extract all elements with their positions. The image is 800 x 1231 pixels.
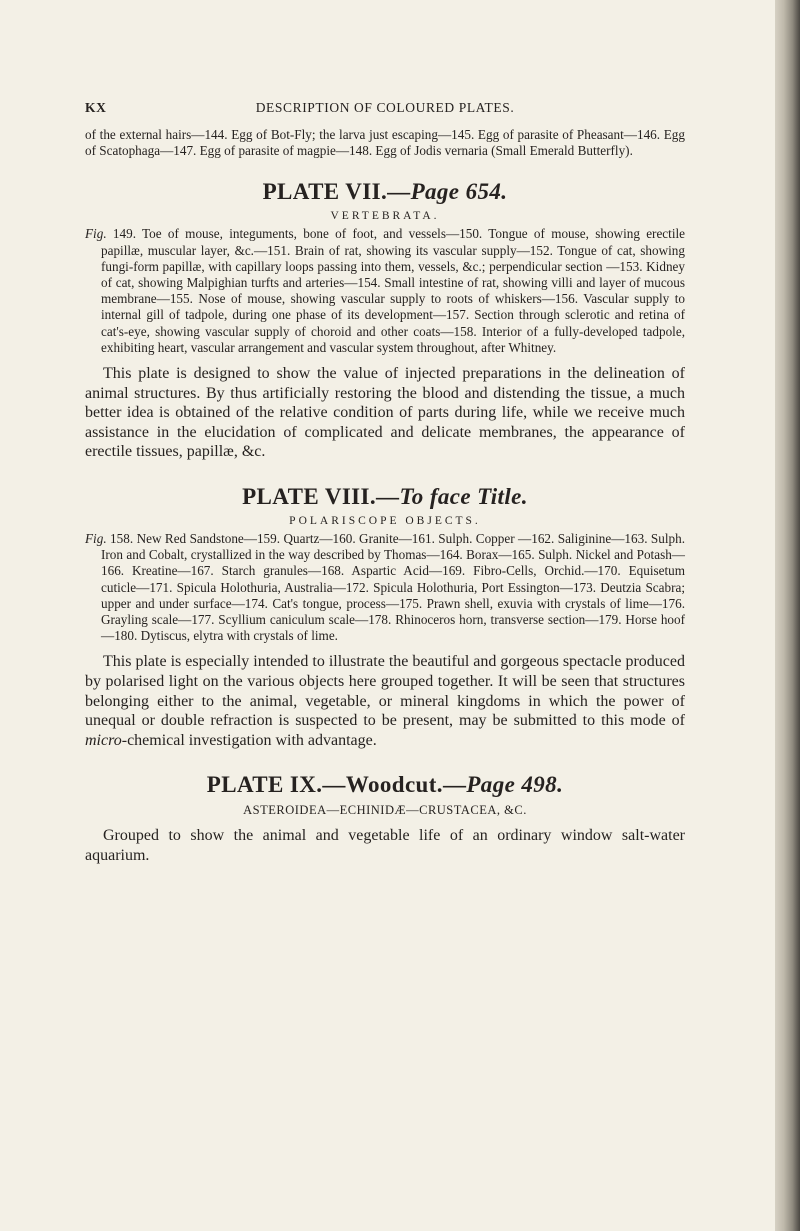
- plate-viii-description-italic: micro: [85, 731, 122, 749]
- page-content: [85, 127, 685, 866]
- running-title: DESCRIPTION OF COLOURED PLATES.: [255, 100, 515, 115]
- plate-viii-title: [85, 484, 685, 510]
- book-fore-edge: [775, 0, 800, 1231]
- plate-ix-subtitle: ASTEROIDEA—ECHINIDÆ—CRUSTACEA, &C.: [243, 803, 527, 818]
- plate-viii-description: [85, 652, 685, 750]
- plate-ix-page-ref: Page 498.: [466, 772, 564, 798]
- plate-viii-page-ref: To face Title.: [399, 484, 528, 509]
- continued-figure-list: of the external hairs—144. Egg of Bot-Fly; the larva just escaping—145. Egg of parasite of Pheasant—146. Egg of Scatophaga—147. Egg of parasite of magpie—148. Egg of Jodis vernaria (Small Emerald Butterfly).: [85, 127, 685, 159]
- plate-viii-figure-list: [85, 531, 685, 644]
- plate-ix-title: [85, 772, 685, 798]
- fig-label: Fig.: [85, 226, 107, 242]
- plate-vii-title-label: PLATE VII.—: [262, 179, 411, 205]
- plate-ix-title-label: PLATE IX.—Woodcut.—: [206, 772, 467, 798]
- plate-vii-title: [85, 179, 685, 205]
- plate-vii-subtitle: VERTEBRATA.: [330, 210, 440, 223]
- plate-vii-section: [85, 179, 685, 462]
- plate-vii-figure-list: [85, 226, 685, 356]
- plate-ix-section: [85, 772, 685, 865]
- fig-label: Fig.: [85, 531, 107, 546]
- plate-viii-description-a: This plate is especially intended to illustrate the beautiful and gorgeous spectacle produced by polarised light on the various objects here grouped together. It will be seen that structures belonging either to the animal, vegetable, or mineral kingdoms in which the power of unequal or double refraction is suspected to be present, may be submitted to this mode of: [85, 653, 685, 730]
- plate-viii-figure-text: 158. New Red Sandstone—159. Quartz—160. Granite—161. Sulph. Copper —162. Saliginine—163. Sulph. Iron and Cobalt, crystallized in the way described by Thomas—164. Borax—165. Sulph. Nickel and Potash—166. Kreatine—167. Starch granules—168. Aspartic Acid—169. Fibro-Cells, Orchid.—170. Equisetum cuticle—171. Spicula Holothuria, Australia—172. Spicula Holothuria, Port Essington—173. Deutzia Scabra; upper and under surface—174. Cat's tongue, process—175. Prawn shell, exuvia with crystals of lime—176. Grayling scale—177. Scyllium caniculum scale—178. Rhinoceros horn, transverse section—179. Horse hoof—180. Dytiscus, elytra with crystals of lime.: [101, 531, 685, 644]
- plate-ix-description: Grouped to show the animal and vegetable life of an ordinary window salt-water aquarium.: [85, 827, 685, 864]
- plate-vii-description: This plate is designed to show the value of injected preparations in the delineation of animal structures. By thus artificially restoring the blood and distending the tissue, a much better idea is obtained of the relative condition of parts during life, while we receive much assistance in the elucidation of complicated and delicate membranes, the appearance of erectile tissues, papillæ, &c.: [85, 365, 685, 461]
- plate-vii-figure-text: 149. Toe of mouse, integuments, bone of foot, and vessels—150. Tongue of mouse, showing erectile papillæ, muscular layer, &c.—151. Brain of rat, showing its vascular supply—152. Tongue of cat, showing fungi-form papillæ, with capillary loops passing into them, vessels, &c.; perpendicular section —153. Kidney of cat, showing Malpighian turfts and arteries—154. Small intestine of rat, showing villi and layer of mucous membrane—155. Nose of mouse, showing vascular supply to roots of whiskers—156. Vascular supply to internal gill of tadpole, during one phase of its development—157. Section through sclerotic and retina of cat's-eye, showing vascular supply of choroid and other coats—158. Interior of a fully-developed tadpole, exhibiting heart, vascular arrangement and vascular system throughout, after Whitney.: [101, 226, 685, 355]
- plate-viii-description-b: -chemical investigation with advantage.: [121, 731, 377, 749]
- plate-viii-subtitle: POLARISCOPE OBJECTS.: [289, 515, 481, 527]
- page-folio: KX: [85, 100, 107, 115]
- plate-viii-title-label: PLATE VIII.—: [242, 484, 400, 509]
- plate-vii-page-ref: Page 654.: [410, 179, 508, 205]
- plate-viii-section: [85, 484, 685, 750]
